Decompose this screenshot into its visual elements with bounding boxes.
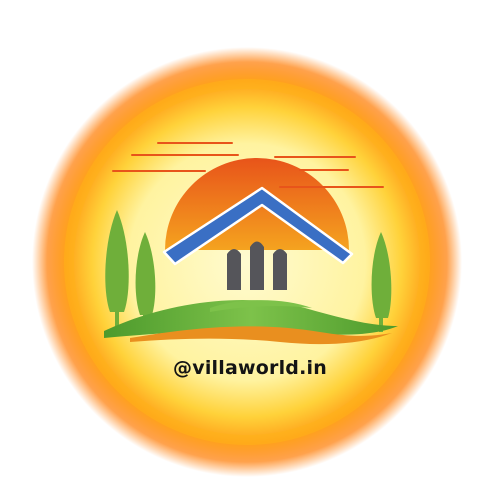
brand-handle-text: @villaworld.in xyxy=(173,357,327,379)
tree-left-tall-trunk xyxy=(115,305,119,327)
